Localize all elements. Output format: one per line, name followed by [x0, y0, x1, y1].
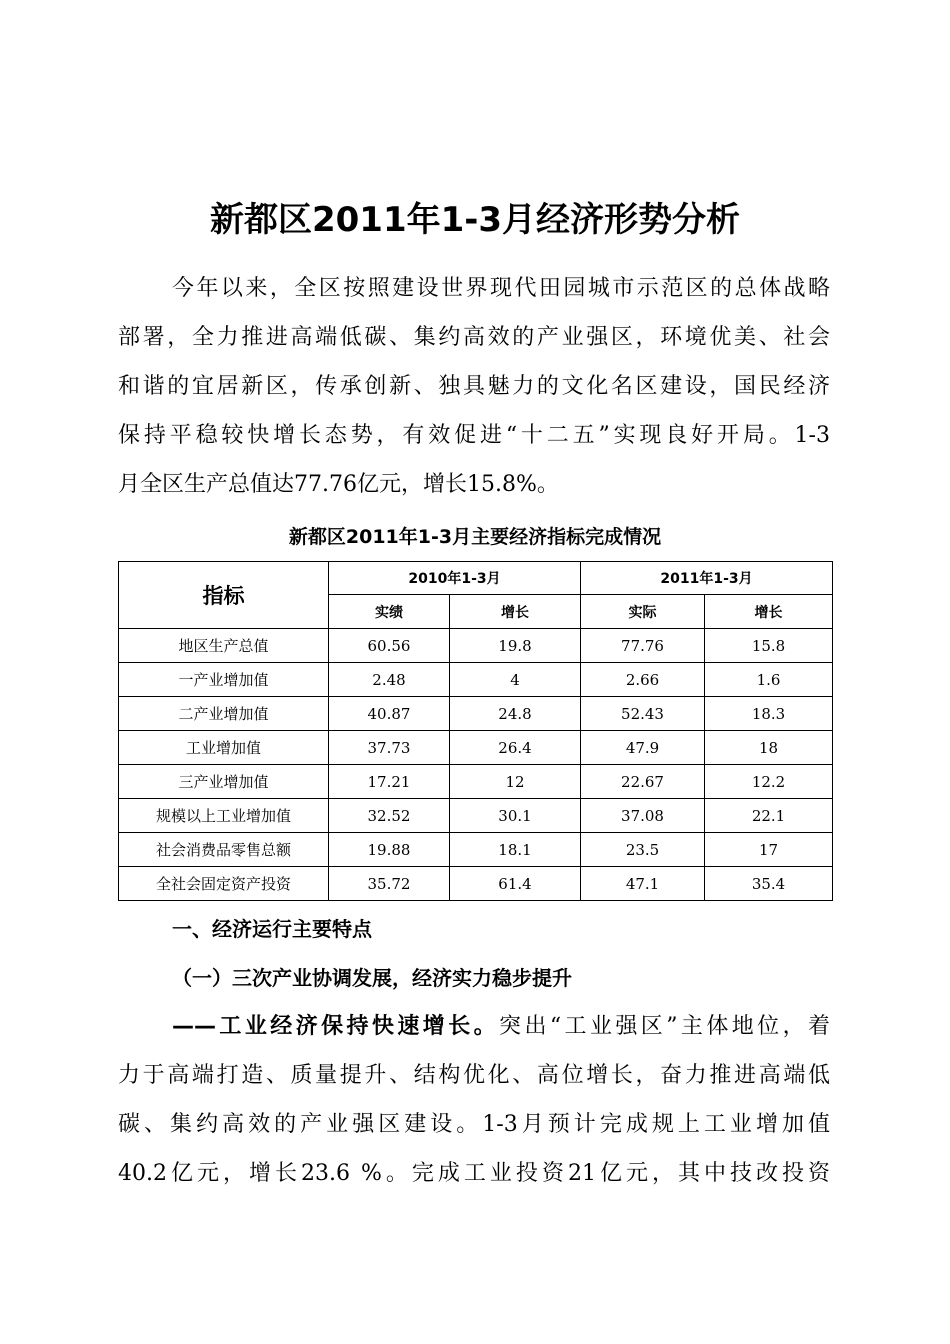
- row-name: 工业增加值: [119, 731, 329, 765]
- sub-header-2011-value: 实际: [581, 595, 705, 629]
- cell-2011-growth: 18: [705, 731, 833, 765]
- table-row: [119, 629, 833, 663]
- cell-2010-value: 40.87: [329, 697, 450, 731]
- industry-line-3: 碳、集约高效的产业强区建设。1-3月预计完成规上工业增加值: [118, 1112, 830, 1137]
- industry-line-1-rest: 突出“工业强区”主体地位，着: [499, 1014, 830, 1039]
- table-row: [119, 663, 833, 697]
- cell-2010-growth: 26.4: [450, 731, 581, 765]
- row-name: 地区生产总值: [119, 629, 329, 663]
- industry-line-1: [172, 1012, 830, 1042]
- intro-line-4: 保持平稳较快增长态势，有效促进“十二五”实现良好开局。1-3: [118, 423, 830, 448]
- indicator-header: 指标: [119, 562, 329, 629]
- subsection-heading-1: （一）三次产业协调发展，经济实力稳步提升: [172, 966, 572, 990]
- row-name: 全社会固定资产投资: [119, 867, 329, 901]
- indicators-table: [118, 561, 833, 901]
- row-name: 规模以上工业增加值: [119, 799, 329, 833]
- row-name: 三产业增加值: [119, 765, 329, 799]
- sub-header-2010-value: 实绩: [329, 595, 450, 629]
- cell-2010-growth: 18.1: [450, 833, 581, 867]
- page-title: 新都区2011年1-3月经济形势分析: [209, 200, 741, 240]
- table-row: [119, 731, 833, 765]
- cell-2010-value: 60.56: [329, 629, 450, 663]
- cell-2010-value: 37.73: [329, 731, 450, 765]
- cell-2010-growth: 24.8: [450, 697, 581, 731]
- cell-2010-growth: 30.1: [450, 799, 581, 833]
- row-name: 二产业增加值: [119, 697, 329, 731]
- cell-2010-value: 2.48: [329, 663, 450, 697]
- cell-2010-growth: 4: [450, 663, 581, 697]
- cell-2011-value: 47.1: [581, 867, 705, 901]
- table-row: [119, 867, 833, 901]
- row-name: 一产业增加值: [119, 663, 329, 697]
- table-header-row: [119, 562, 833, 595]
- cell-2010-value: 35.72: [329, 867, 450, 901]
- cell-2011-value: 52.43: [581, 697, 705, 731]
- cell-2011-growth: 18.3: [705, 697, 833, 731]
- cell-2011-value: 23.5: [581, 833, 705, 867]
- cell-2010-growth: 12: [450, 765, 581, 799]
- intro-line-5: 月全区生产总值达77.76亿元，增长15.8%。: [118, 472, 559, 497]
- sub-header-2010-growth: 增长: [450, 595, 581, 629]
- industry-line-4: 40.2亿元，增长23.6 %。完成工业投资21亿元，其中技改投资: [118, 1161, 830, 1186]
- cell-2011-growth: 35.4: [705, 867, 833, 901]
- cell-2011-value: 37.08: [581, 799, 705, 833]
- section-heading-1: 一、经济运行主要特点: [172, 917, 372, 941]
- cell-2011-growth: 15.8: [705, 629, 833, 663]
- table-row: [119, 765, 833, 799]
- intro-line-1: 今年以来，全区按照建设世界现代田园城市示范区的总体战略: [172, 276, 830, 301]
- cell-2011-value: 2.66: [581, 663, 705, 697]
- group-2010-header: 2010年1-3月: [329, 562, 581, 595]
- table-caption: 新都区2011年1-3月主要经济指标完成情况: [288, 526, 662, 548]
- cell-2010-value: 17.21: [329, 765, 450, 799]
- table-row: [119, 833, 833, 867]
- table-row: [119, 697, 833, 731]
- cell-2010-growth: 19.8: [450, 629, 581, 663]
- cell-2011-value: 47.9: [581, 731, 705, 765]
- industry-lead: ——工业经济保持快速增长。: [172, 1014, 500, 1039]
- cell-2010-value: 32.52: [329, 799, 450, 833]
- group-2011-header: 2011年1-3月: [581, 562, 833, 595]
- intro-line-3: 和谐的宜居新区，传承创新、独具魅力的文化名区建设，国民经济: [118, 374, 830, 399]
- table-row: [119, 799, 833, 833]
- cell-2011-growth: 12.2: [705, 765, 833, 799]
- cell-2011-growth: 22.1: [705, 799, 833, 833]
- sub-header-2011-growth: 增长: [705, 595, 833, 629]
- intro-line-2: 部署，全力推进高端低碳、集约高效的产业强区，环境优美、社会: [118, 325, 830, 350]
- cell-2011-growth: 1.6: [705, 663, 833, 697]
- cell-2011-value: 77.76: [581, 629, 705, 663]
- cell-2010-growth: 61.4: [450, 867, 581, 901]
- cell-2010-value: 19.88: [329, 833, 450, 867]
- row-name: 社会消费品零售总额: [119, 833, 329, 867]
- cell-2011-value: 22.67: [581, 765, 705, 799]
- industry-line-2: 力于高端打造、质量提升、结构优化、高位增长，奋力推进高端低: [118, 1063, 830, 1088]
- cell-2011-growth: 17: [705, 833, 833, 867]
